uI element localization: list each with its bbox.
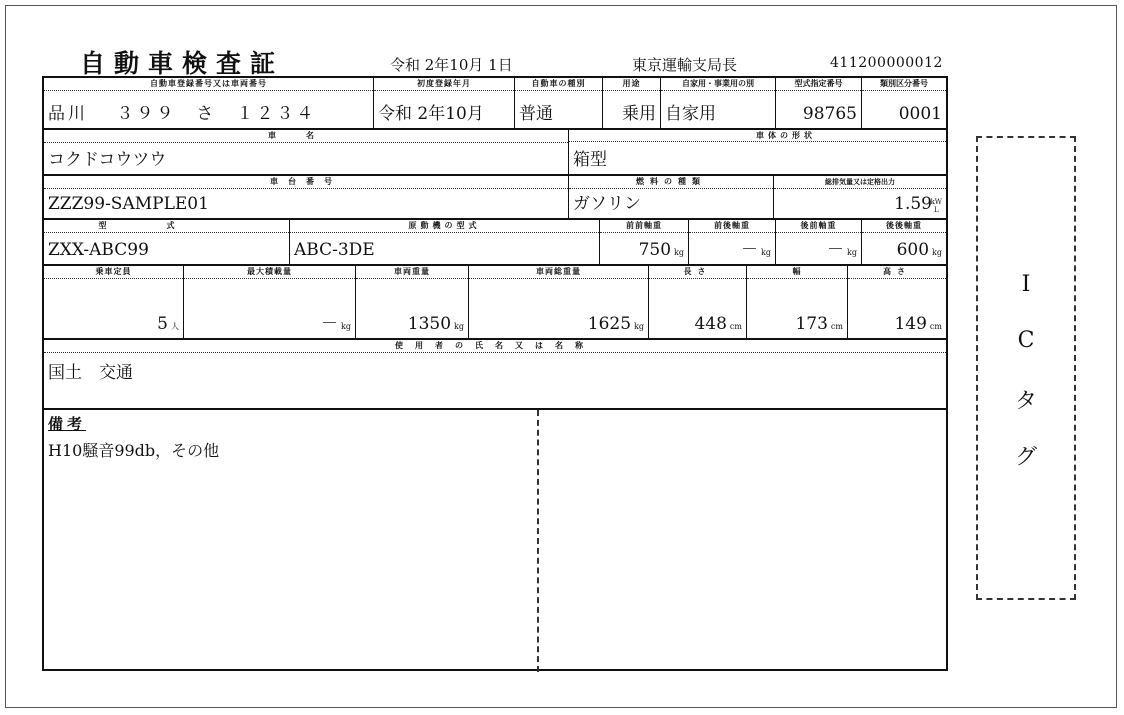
registration-number-value: 品川 ３９９ さ １２３４ [48, 104, 317, 124]
row-user [44, 340, 946, 410]
unit-kg: kg [847, 248, 857, 257]
vehicle-weight-label: 車両重量 [356, 266, 468, 279]
rear-front-axle-value [780, 235, 857, 260]
width-value [751, 314, 843, 334]
rear-rear-axle-number: 600 [896, 240, 930, 260]
cell-rear-rear-axle [862, 220, 946, 264]
cell-business-type [661, 78, 776, 128]
unit-kg: kg [634, 322, 644, 331]
issuer-name: 東京運輸支局長 [632, 56, 738, 74]
front-front-axle-number: 750 [638, 240, 672, 260]
displacement-value [778, 194, 932, 214]
type-designation-value: 98765 [802, 104, 857, 124]
vehicle-name-label: 車名 [44, 130, 568, 143]
chassis-number-label: 車台番号 [44, 176, 568, 189]
unit-kg: kg [674, 248, 684, 257]
unit-cm: cm [929, 322, 942, 331]
cell-user-name [44, 340, 946, 408]
unit-cm: cm [729, 322, 742, 331]
height-value [852, 314, 942, 334]
cell-max-load [184, 266, 356, 338]
user-name-label: 使用者の氏名又は名称 [44, 340, 946, 353]
row-model [44, 220, 946, 266]
cell-engine-model [290, 220, 600, 264]
category-number-value: 0001 [898, 104, 942, 124]
cell-first-registration [374, 78, 515, 128]
rear-rear-axle-label: 後後軸重 [862, 220, 946, 233]
chassis-number-value: ZZZ99-SAMPLE01 [48, 194, 209, 214]
document-title: 自動車検査証 [80, 49, 285, 78]
row-dimensions [44, 266, 946, 340]
front-rear-axle-number: － [741, 240, 759, 260]
width-label: 幅 [747, 266, 847, 279]
rear-front-axle-label: 後前軸重 [776, 220, 861, 233]
ic-tag-char: グ [1014, 445, 1037, 470]
height-number: 149 [894, 314, 927, 334]
cell-front-front-axle [600, 220, 689, 264]
cell-category-number [862, 78, 946, 128]
cell-rear-front-axle [776, 220, 862, 264]
ic-tag-char: I [1021, 272, 1031, 297]
type-designation-label: 型式指定番号 [776, 78, 861, 91]
category-number-label: 類別区分番号 [862, 78, 946, 91]
cell-chassis-number [44, 176, 569, 218]
cell-gross-weight [469, 266, 649, 338]
ic-tag-char: C [1017, 328, 1035, 353]
remarks-text: H10騒音99db，その他 [48, 441, 220, 460]
engine-model-value: ABC-3DE [294, 240, 375, 260]
model-label: 型式 [44, 220, 289, 233]
unit-kg: kg [761, 248, 771, 257]
ic-tag-char: タ [1014, 389, 1037, 414]
height-label: 高さ [848, 266, 946, 279]
capacity-number: 5 [157, 314, 168, 334]
vehicle-type-value: 普通 [519, 104, 553, 124]
row-registration [44, 78, 946, 130]
gross-weight-label: 車両総重量 [469, 266, 648, 279]
capacity-value [48, 314, 179, 334]
unit-kg: kg [932, 248, 942, 257]
cell-vehicle-name [44, 130, 569, 174]
cell-usage [603, 78, 661, 128]
engine-model-label: 原動機の型式 [290, 220, 599, 233]
body-shape-label: 車体の形状 [569, 130, 946, 142]
fuel-type-label: 燃料の種類 [569, 176, 773, 189]
gross-weight-number: 1625 [587, 314, 632, 334]
inspection-certificate [42, 76, 948, 671]
cell-registration-number [44, 78, 374, 128]
vehicle-name-value: コクドコウツウ [48, 150, 167, 170]
body-shape-value: 箱型 [573, 150, 607, 170]
length-number: 448 [694, 314, 727, 334]
cell-length [649, 266, 747, 338]
business-type-value: 自家用 [665, 104, 716, 124]
user-name-value: 国土 交通 [48, 363, 133, 383]
max-load-value [188, 309, 351, 334]
unit-kg: kg [454, 322, 464, 331]
cell-height [848, 266, 946, 338]
displacement-unit-kw: kW [930, 198, 942, 206]
row-name [44, 130, 946, 176]
front-front-axle-label: 前前軸重 [600, 220, 688, 233]
front-front-axle-value [604, 240, 684, 260]
cell-width [747, 266, 848, 338]
rear-front-axle-number: － [827, 240, 845, 260]
vehicle-weight-value [360, 314, 464, 334]
max-load-label: 最大積載量 [184, 266, 355, 279]
displacement-number: 1.59 [894, 194, 932, 214]
front-rear-axle-value [693, 235, 771, 260]
vehicle-type-label: 自動車の種別 [515, 78, 602, 91]
ic-tag-area [976, 136, 1076, 600]
cell-body-shape [569, 130, 946, 174]
cell-capacity [44, 266, 184, 338]
issue-date: 令和 2年10月 1日 [390, 56, 513, 74]
first-registration-value: 令和 2年10月 [378, 104, 484, 124]
cell-displacement [774, 176, 946, 218]
model-value: ZXX-ABC99 [48, 240, 149, 260]
unit-cm: cm [830, 322, 843, 331]
displacement-label: 総排気量又は定格出力 [774, 176, 946, 189]
max-load-number: － [321, 314, 339, 334]
length-label: 長さ [649, 266, 746, 279]
fuel-type-value: ガソリン [573, 194, 641, 214]
length-value [653, 314, 742, 334]
unit-person: 人 [171, 322, 179, 331]
capacity-label: 乗車定員 [44, 266, 183, 279]
first-registration-label: 初度登録年月 [374, 78, 514, 91]
remarks-divider [537, 410, 539, 672]
cell-model [44, 220, 290, 264]
remarks-heading: 備考 [48, 415, 87, 433]
row-chassis [44, 176, 946, 220]
unit-kg: kg [341, 322, 351, 331]
registration-number-label: 自動車登録番号又は車両番号 [44, 78, 373, 91]
cell-vehicle-weight [356, 266, 469, 338]
business-type-label: 自家用・事業用の別 [661, 78, 775, 91]
displacement-unit [931, 198, 942, 214]
front-rear-axle-label: 前後軸重 [689, 220, 775, 233]
cell-type-designation [776, 78, 862, 128]
displacement-unit-l: L [933, 206, 939, 214]
gross-weight-value [473, 314, 644, 334]
cell-fuel-type [569, 176, 774, 218]
cell-vehicle-type [515, 78, 603, 128]
document-number: 411200000012 [830, 55, 943, 71]
usage-value: 乗用 [622, 104, 656, 124]
usage-label: 用途 [603, 78, 660, 91]
width-number: 173 [795, 314, 828, 334]
vehicle-weight-number: 1350 [407, 314, 452, 334]
rear-rear-axle-value [866, 240, 942, 260]
cell-front-rear-axle [689, 220, 776, 264]
